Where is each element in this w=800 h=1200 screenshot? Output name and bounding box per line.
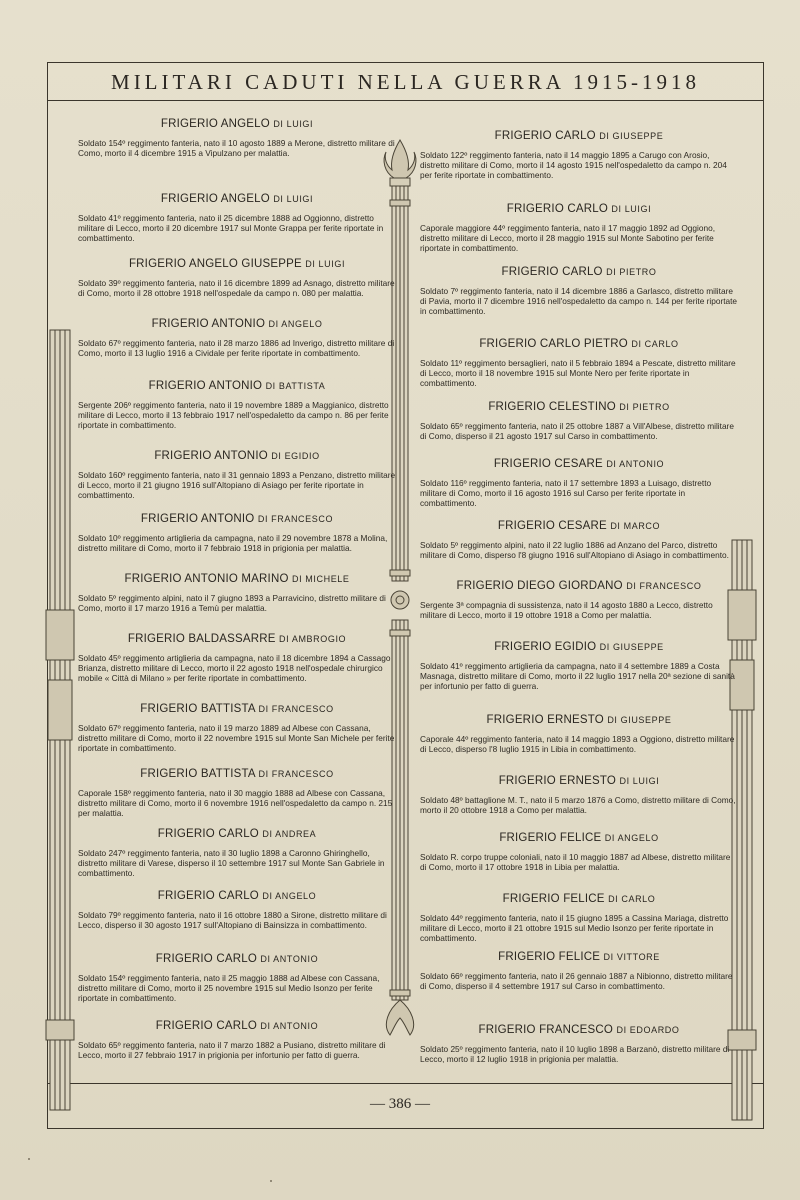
entry-surname-given: FRIGERIO FELICE: [499, 832, 602, 844]
entry-left-10: [78, 703, 396, 753]
entry-text: Soldato 66º reggimento fanteria, nato il 26 gennaio 1887 a Nibionno, distretto militare di Como, disperso il 4 settembre 1917 sul Carso in combattimento.: [420, 971, 733, 991]
entry-text: Soldato 247º reggimento fanteria, nato il 30 luglio 1898 a Caronno Ghiringhello, distretto militare di Varese, disperso il 10 settembre 1917 sul Monte San Gabriele in combattimento.: [78, 848, 385, 878]
entry-name: [420, 266, 738, 278]
entry-right-4: [420, 338, 738, 388]
entry-text: Soldato 67º reggimento fanteria, nato il 19 marzo 1889 ad Albese con Cassana, distretto militare di Como, morto il 22 novembre 1915 sul Monte San Michele per ferite riportate in combattimento.: [78, 723, 395, 753]
entry-parent: DI LUIGI: [273, 119, 314, 129]
entry-text: Sergente 3ª compagnia di sussistenza, nato il 14 agosto 1880 a Lecco, distretto militare di Lecco, morto il 19 ottobre 1918 a Como per malattia.: [420, 600, 713, 620]
left-fasces-ornament: [40, 320, 80, 1120]
entry-surname-given: FRIGERIO ANGELO: [160, 193, 270, 205]
entry-parent: DI BATTISTA: [265, 381, 326, 391]
entry-parent: DI VITTORE: [603, 952, 660, 962]
entry-name: [78, 703, 396, 715]
entry-surname-given: FRIGERIO CARLO: [506, 203, 608, 215]
entry-right-11: [420, 775, 738, 815]
entry-left-3: [78, 258, 396, 298]
entry-parent: DI GIUSEPPE: [599, 642, 664, 652]
entry-name: [420, 1024, 738, 1036]
entry-surname-given: FRIGERIO CARLO: [155, 1020, 257, 1032]
entry-surname-given: FRIGERIO CARLO PIETRO: [479, 338, 628, 350]
entry-name: [420, 951, 738, 963]
entry-name: [420, 775, 738, 787]
entry-parent: DI EGIDIO: [271, 451, 320, 461]
entry-surname-given: FRIGERIO ANTONIO: [148, 380, 263, 392]
entry-surname-given: FRIGERIO ANTONIO: [140, 513, 255, 525]
entry-text: Caporale 44º reggimento fanteria, nato il 14 maggio 1893 a Oggiono, distretto militare di Lecco, disperso l'8 luglio 1915 in Libia in combattimento.: [420, 734, 735, 754]
entry-text: Soldato 10º reggimento artiglieria da campagna, nato il 29 novembre 1878 a Molina, distretto militare di Como, morto il 7 febbraio 1918 in prigionia per malattia.: [78, 533, 388, 553]
entry-name: [78, 380, 396, 392]
entry-surname-given: FRIGERIO CARLO: [494, 130, 596, 142]
entry-text: Soldato 79º reggimento fanteria, nato il 16 ottobre 1880 a Sirone, distretto militare di Lecco, disperso il 30 agosto 1917 sull'Altopiano di Bainsizza in combattimento.: [78, 910, 387, 930]
entry-name: [78, 258, 396, 270]
entry-surname-given: FRIGERIO FELICE: [498, 951, 601, 963]
entry-text: Soldato R. corpo truppe coloniali, nato il 10 maggio 1887 ad Albese, distretto militare di Como, morto il 17 ottobre 1918 in Libia per malattia.: [420, 852, 731, 872]
entry-parent: DI FRANCESCO: [257, 514, 334, 524]
entry-parent: DI PIETRO: [619, 402, 670, 412]
entry-name: [420, 338, 738, 350]
entry-right-10: [420, 714, 738, 754]
entry-parent: DI ANTONIO: [260, 1021, 319, 1031]
entry-right-7: [420, 520, 738, 560]
entry-left-14: [78, 953, 396, 1003]
entry-name: [78, 890, 396, 902]
entry-parent: DI CARLO: [608, 894, 656, 904]
entry-right-15: [420, 1024, 738, 1064]
entry-name: [420, 580, 738, 592]
paper-speck: [28, 1158, 30, 1160]
entry-parent: DI FRANCESCO: [258, 769, 334, 779]
entry-text: Soldato 41º reggimento artiglieria da campagna, nato il 4 settembre 1889 a Costa Masnaga, distretto militare di Como, morto il 22 luglio 1917 nella 20ª sezione di sanità per infortunio per fatto di guerra.: [420, 661, 735, 691]
entry-name: [420, 714, 738, 726]
footer-rule: [47, 1083, 764, 1084]
entry-parent: DI LUIGI: [611, 204, 652, 214]
entry-surname-given: FRIGERIO FELICE: [502, 893, 605, 905]
entry-left-4: [78, 318, 396, 358]
entry-surname-given: FRIGERIO CARLO: [157, 828, 259, 840]
entry-left-15: [78, 1020, 396, 1060]
entry-parent: DI ANTONIO: [260, 954, 319, 964]
entry-name: [78, 118, 396, 130]
entry-left-2: [78, 193, 396, 243]
entry-surname-given: FRIGERIO EGIDIO: [494, 641, 597, 653]
entry-parent: DI LUIGI: [305, 259, 346, 269]
entry-left-8: [78, 573, 396, 613]
entry-parent: DI GIUSEPPE: [607, 715, 672, 725]
entry-right-3: [420, 266, 738, 316]
entry-text: Soldato 65º reggimento fanteria, nato il 25 ottobre 1887 a Vill'Albese, distretto militare di Como, disperso il 21 agosto 1917 sul Carso in combattimento.: [420, 421, 734, 441]
entry-text: Soldato 160º reggimento fanteria, nato il 31 gennaio 1893 a Penzano, distretto militare di Lecco, morto il 21 giugno 1916 sull'Altopiano di Asiago per ferite riportate in combattimento.: [78, 470, 396, 500]
entry-right-9: [420, 641, 738, 691]
entry-text: Soldato 48º battaglione M. T., nato il 5 marzo 1876 a Como, distretto militare di Como, morto il 20 ottobre 1918 a Como per malattia.: [420, 795, 736, 815]
entry-parent: DI FRANCESCO: [258, 704, 334, 714]
entry-name: [420, 130, 738, 142]
entry-text: Soldato 154º reggimento fanteria, nato il 25 maggio 1888 ad Albese con Cassana, distretto militare di Como, morto il 25 novembre 1915 sul Medio Isonzo per ferite riportate in combattimento.: [78, 973, 380, 1003]
entry-name: [78, 953, 396, 965]
entry-left-12: [78, 828, 396, 878]
entry-parent: DI MICHELE: [292, 574, 350, 584]
entry-parent: DI EDOARDO: [616, 1025, 680, 1035]
entry-surname-given: FRIGERIO ERNESTO: [498, 775, 617, 787]
entry-name: [420, 520, 738, 532]
entry-text: Soldato 67º reggimento fanteria, nato il 28 marzo 1886 ad Inverigo, distretto militare di Como, morto il 13 luglio 1916 a Cividale per ferite riportate in combattimento.: [78, 338, 395, 358]
entry-surname-given: FRIGERIO DIEGO GIORDANO: [456, 580, 623, 592]
entry-parent: DI LUIGI: [619, 776, 660, 786]
entry-left-1: [78, 118, 396, 158]
entry-right-8: [420, 580, 738, 620]
header-rule: [47, 100, 764, 101]
entry-parent: DI PIETRO: [606, 267, 657, 277]
entry-right-13: [420, 893, 738, 943]
entry-surname-given: FRIGERIO BALDASSARRE: [127, 633, 276, 645]
entry-surname-given: FRIGERIO BATTISTA: [140, 768, 256, 780]
entry-text: Soldato 116º reggimento fanteria, nato il 17 settembre 1893 a Luisago, distretto militare di Como, morto il 16 agosto 1916 sul Carso per ferite riportate in combattimento.: [420, 478, 712, 508]
entry-name: [78, 633, 396, 645]
entry-text: Soldato 25º reggimento fanteria, nato il 10 luglio 1898 a Barzanò, distretto militare di Lecco, morto il 12 luglio 1918 in prigionia per malattia.: [420, 1044, 730, 1064]
entry-surname-given: FRIGERIO CARLO: [155, 953, 257, 965]
entry-surname-given: FRIGERIO CELESTINO: [488, 401, 616, 413]
entry-surname-given: FRIGERIO CARLO: [157, 890, 259, 902]
entry-name: [420, 401, 738, 413]
entry-name: [78, 573, 396, 585]
entry-left-9: [78, 633, 396, 683]
entry-text: Soldato 7º reggimento fanteria, nato il 14 dicembre 1886 a Garlasco, distretto militare di Pavia, morto il 7 dicembre 1916 nell'ospedaletto da campo n. 144 per ferite riportate in combattimento.: [420, 286, 738, 316]
entry-left-5: [78, 380, 396, 430]
entry-name: [78, 450, 396, 462]
entry-name: [420, 893, 738, 905]
entry-name: [420, 203, 738, 215]
entry-right-6: [420, 458, 738, 508]
paper-speck: [270, 1180, 272, 1182]
entry-text: Soldato 5º reggimento alpini, nato il 7 giugno 1893 a Parravicino, distretto militare di Como, morto il 17 marzo 1916 a Temù per malattia.: [78, 593, 386, 613]
entry-name: [78, 193, 396, 205]
entry-surname-given: FRIGERIO CESARE: [493, 458, 603, 470]
entry-surname-given: FRIGERIO CESARE: [497, 520, 607, 532]
entry-surname-given: FRIGERIO FRANCESCO: [478, 1024, 614, 1036]
entry-parent: DI CARLO: [631, 339, 679, 349]
entry-text: Soldato 154º reggimento fanteria, nato il 10 agosto 1889 a Merone, distretto militare di Como, morto il 4 dicembre 1915 a Vipulzano per malattia.: [78, 138, 395, 158]
entry-name: [420, 458, 738, 470]
entry-text: Soldato 39º reggimento fanteria, nato il 16 dicembre 1899 ad Asnago, distretto militare di Como, morto il 28 ottobre 1918 nell'ospedale da campo n. 080 per malattia.: [78, 278, 395, 298]
entry-parent: DI MARCO: [610, 521, 661, 531]
entry-text: Soldato 122º reggimento fanteria, nato il 14 maggio 1895 a Carugo con Arosio, distretto militare di Como, morto il 14 agosto 1915 nell'ospedaletto da campo n. 204 per ferite riportate in combattimento.: [420, 150, 727, 180]
entry-parent: DI ANGELO: [604, 833, 659, 843]
entry-parent: DI GIUSEPPE: [599, 131, 664, 141]
entry-parent: DI LUIGI: [273, 194, 314, 204]
entry-surname-given: FRIGERIO ANTONIO MARINO: [124, 573, 289, 585]
entry-left-11: [78, 768, 396, 818]
entry-surname-given: FRIGERIO ANGELO: [160, 118, 270, 130]
entry-right-12: [420, 832, 738, 872]
entry-left-13: [78, 890, 396, 930]
entry-surname-given: FRIGERIO BATTISTA: [140, 703, 256, 715]
entry-text: Soldato 45º reggimento artiglieria da campagna, nato il 18 dicembre 1894 a Cassago Brianza, distretto militare di Lecco, morto il 22 agosto 1918 nell'ospedale chirurgico mobile « Città di Milano » per ferite riportate in combattimento.: [78, 653, 391, 683]
entry-surname-given: FRIGERIO CARLO: [501, 266, 603, 278]
entry-text: Caporale 158º reggimento fanteria, nato il 30 maggio 1888 ad Albese con Cassana, distretto militare di Como, morto il 6 novembre 1916 nell'ospedaletto da campo n. 215 per malattia.: [78, 788, 393, 818]
entry-text: Caporale maggiore 44º reggimento fanteria, nato il 17 maggio 1892 ad Oggiono, distretto militare di Lecco, morto il 28 maggio 1915 sul Monte Sabotino per ferite riportate in combattimento.: [420, 223, 715, 253]
entry-right-2: [420, 203, 738, 253]
page-number: — 386 —: [370, 1096, 430, 1112]
entry-text: Soldato 11º reggimento bersaglieri, nato il 5 febbraio 1894 a Pescate, distretto militare di Lecco, morto il 18 novembre 1915 sul Monte Nero per ferite riportate in combattimento.: [420, 358, 736, 388]
entry-name: [78, 513, 396, 525]
entry-text: Soldato 5º reggimento alpini, nato il 22 luglio 1886 ad Anzano del Parco, distretto militare di Como, disperso l'8 giugno 1916 sull'Altopiano di Asiago in combattimento.: [420, 540, 729, 560]
entry-right-5: [420, 401, 738, 441]
entry-name: [78, 828, 396, 840]
entry-surname-given: FRIGERIO ANTONIO: [154, 450, 268, 462]
entry-text: Soldato 41º reggimento fanteria, nato il 25 dicembre 1888 ad Oggionno, distretto militare di Lecco, morto il 20 dicembre 1917 sul Monte Grappa per ferite riportate in combattimento.: [78, 213, 384, 243]
entry-parent: DI ANGELO: [262, 891, 317, 901]
entry-text: Soldato 65º reggimento fanteria, nato il 7 marzo 1882 a Pusiano, distretto militare di Lecco, morto il 27 febbraio 1917 in prigionia per infortunio per fatto di guerra.: [78, 1040, 386, 1060]
entry-text: Sergente 206º reggimento fanteria, nato il 19 novembre 1889 a Maggianico, distretto militare di Lecco, morto il 13 febbraio 1917 nell'ospedaletto da campo n. 86 per ferite riportate in combattimento.: [78, 400, 389, 430]
entry-parent: DI AMBROGIO: [279, 634, 347, 644]
entry-parent: DI FRANCESCO: [626, 581, 702, 591]
entry-left-7: [78, 513, 396, 553]
entry-text: Soldato 44º reggimento fanteria, nato il 15 giugno 1895 a Cassina Mariaga, distretto militare di Lecco, morto il 21 ottobre 1915 sul Medio Isonzo per ferite riportate in combattimento.: [420, 913, 729, 943]
entry-name: [78, 318, 396, 330]
entry-name: [78, 768, 396, 780]
entry-parent: DI ANDREA: [262, 829, 317, 839]
entry-name: [420, 832, 738, 844]
entry-surname-given: FRIGERIO ANGELO GIUSEPPE: [128, 258, 302, 270]
entry-surname-given: FRIGERIO ERNESTO: [486, 714, 604, 726]
entry-name: [78, 1020, 396, 1032]
entry-name: [420, 641, 738, 653]
entry-surname-given: FRIGERIO ANTONIO: [151, 318, 266, 330]
entry-left-6: [78, 450, 396, 500]
entry-parent: DI ANTONIO: [606, 459, 665, 469]
page-title: MILITARI CADUTI NELLA GUERRA 1915-1918: [111, 70, 700, 94]
entry-parent: DI ANGELO: [268, 319, 323, 329]
entry-right-1: [420, 130, 738, 180]
entry-right-14: [420, 951, 738, 991]
